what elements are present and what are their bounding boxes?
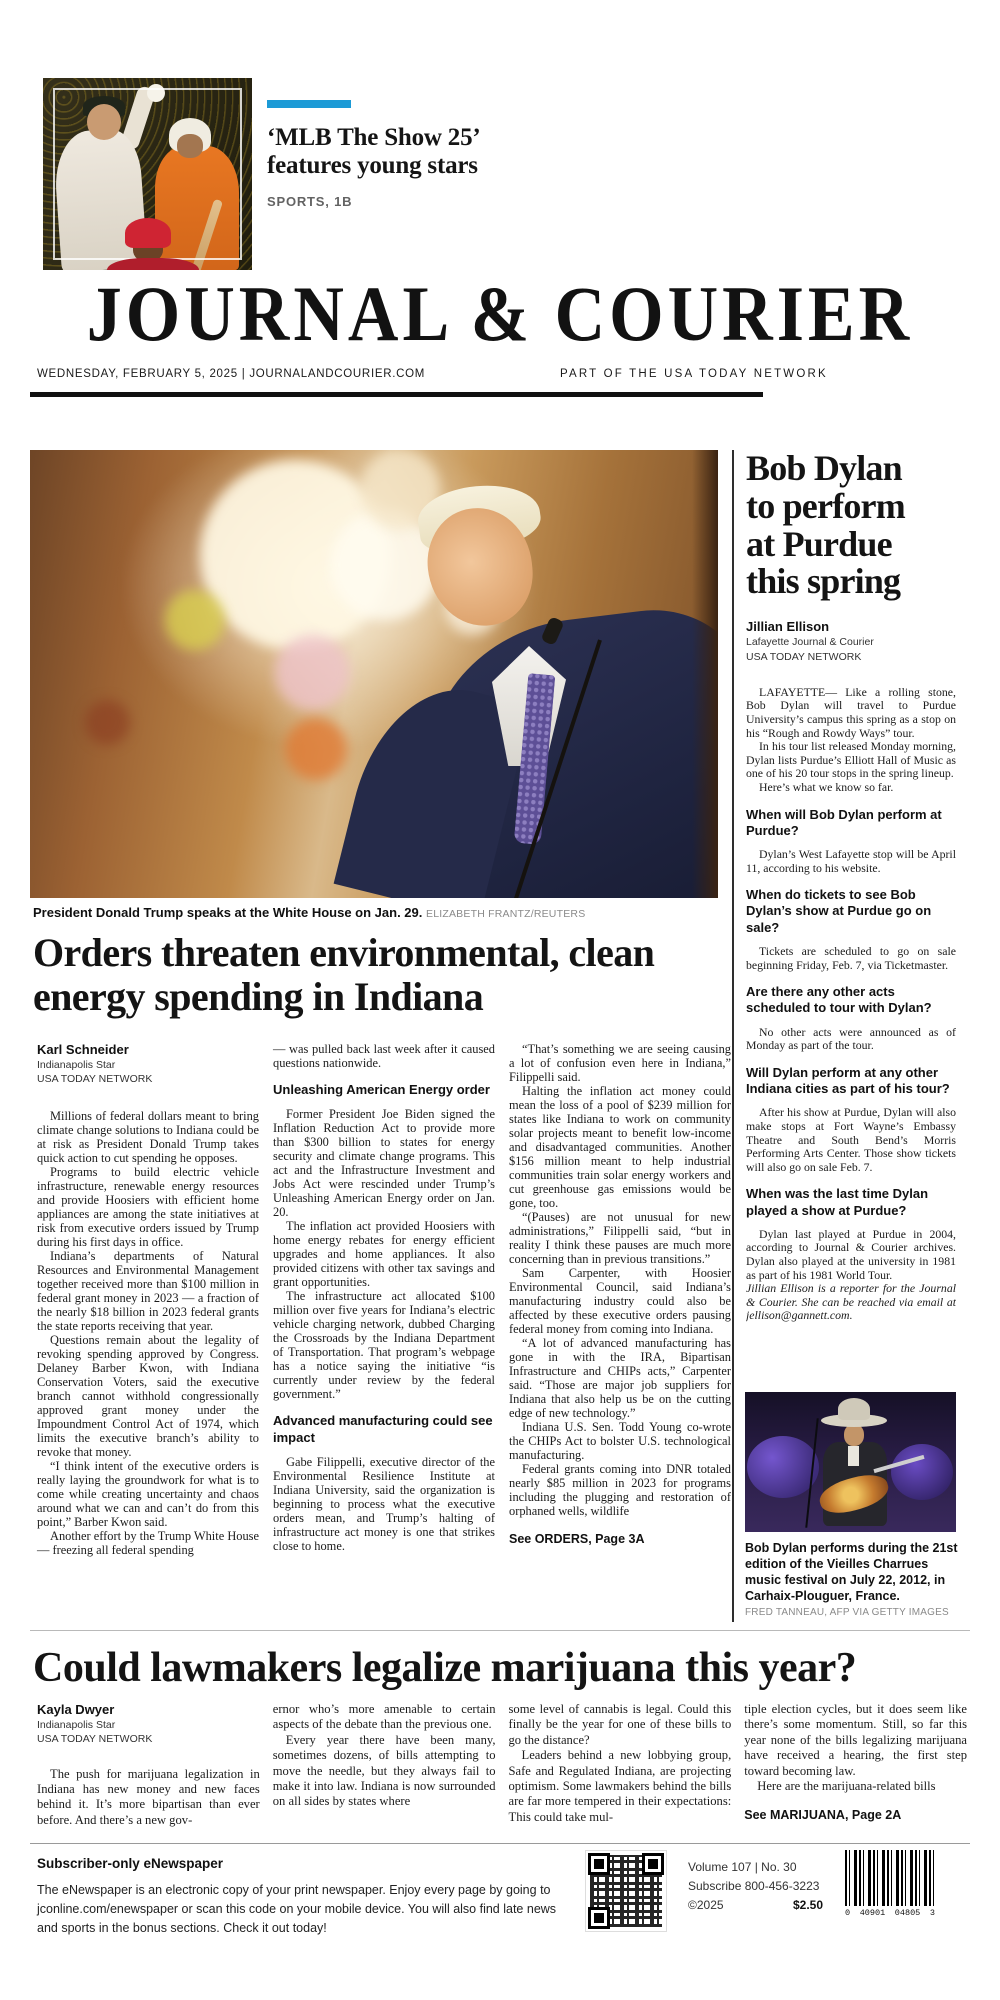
- photo-caption: [33, 905, 721, 922]
- dylan-face-shape: [844, 1424, 864, 1446]
- article-paragraph: The push for marijuana legalization in Indiana has new money and new faces behind it. It’s more bipartisan than ever before. And there’s a new gov-: [37, 1766, 260, 1827]
- dateline: WEDNESDAY, FEBRUARY 5, 2025 | JOURNALANDCOURIER.COM: [37, 368, 426, 380]
- volume-number: Volume 107 | No. 30: [688, 1860, 797, 1874]
- hat-crown-shape: [838, 1398, 870, 1420]
- headline-line: to perform: [746, 485, 905, 526]
- article-paragraph: Another effort by the Trump White House — freezing all federal spending: [37, 1528, 259, 1557]
- bokeh-light: [285, 718, 347, 780]
- byline-author: Kayla Dwyer: [37, 1702, 115, 1717]
- main-headline: Orders threaten environmental, clean energy spending in Indiana: [33, 930, 655, 1019]
- article-subhead: When do tickets to see Bob Dylan’s show at Purdue go on sale?: [746, 887, 932, 935]
- article-column-3: [509, 1702, 732, 1828]
- qr-finder-square: [588, 1853, 610, 1875]
- jump-line: See MARIJUANA, Page 2A: [744, 1808, 902, 1823]
- article-paragraph: Federal grants coming into DNR totaled nearly $85 million in 2023 for programs including the plugging and restoration of orphaned wells, wildlife: [509, 1462, 731, 1518]
- bokeh-light: [165, 590, 225, 650]
- bokeh-light: [85, 700, 130, 745]
- byline-org: Indianapolis Star: [37, 1059, 116, 1072]
- usa-today-network-line: PART OF THE USA TODAY NETWORK: [560, 368, 828, 380]
- byline: [746, 619, 956, 664]
- article-paragraph: Programs to build electric vehicle infrastructure, renewable energy resources and provide Hoosiers with efficient home appliances are among the state initiatives at risk from executive orders issued by Trump during his first days in office.: [37, 1164, 259, 1249]
- photo-edge-shade: [692, 450, 718, 898]
- dylan-headline: [746, 450, 956, 601]
- accent-bar: [267, 100, 351, 108]
- promo-headline: [267, 124, 607, 179]
- marijuana-columns: [37, 1702, 967, 1828]
- sports-promo: [267, 100, 607, 209]
- dylan-photo-caption: [745, 1540, 960, 1620]
- dylan-article: [746, 450, 956, 1323]
- article-paragraph: In his tour list released Monday morning, Dylan lists Purdue’s Elliott Hall of Music as one of his 20 tour stops in the spring lineup.: [746, 739, 956, 781]
- article-paragraph: Former President Joe Biden signed the Inflation Reduction Act to provide more than $300 billion to states for energy security and climate change programs. This act and the Infrastructure Investment and Jobs Act were rescinded under Trump’s Unleashing American Energy order on Jan. 20.: [273, 1107, 495, 1220]
- copyright: ©2025: [688, 1898, 724, 1913]
- article-paragraph: “(Pauses) are not unusual for new administrations,” Filippelli said, “but in reality I think these pauses are much more concerning than in previous transitions.”: [509, 1210, 731, 1266]
- article-column-2: [273, 1702, 496, 1828]
- byline-network: USA TODAY NETWORK: [746, 650, 862, 663]
- barcode-digits: [845, 1908, 935, 1918]
- caption-text: Bob Dylan performs during the 21st edition of the Vieilles Charrues music festival on July 22, 2012, in Carhaix-Plouguer, France.: [745, 1541, 958, 1603]
- red-helmet-shape: [125, 218, 171, 248]
- article-paragraph: The infrastructure act allocated $100 million over five years for Indiana’s electric vehicle charging network, dubbed Charging the Crossroads by the Indiana Department of Transportation. That program’s webpage has a notice saying the initiative “is currently under review by the federal government.”: [273, 1289, 495, 1402]
- section-divider-rule: [30, 1630, 970, 1631]
- promo-headline-line1: ‘MLB The Show 25’: [267, 124, 481, 151]
- article-paragraph: tiple election cycles, but it does seem like there’s some momentum. Still, so far this year none of the bills legalizing marijuana have received a hearing, the first step toward becoming law.: [744, 1702, 967, 1778]
- barcode: [845, 1850, 935, 1918]
- barcode-digit-group: 40901: [859, 1908, 886, 1918]
- article-subhead: Are there any other acts scheduled to tour with Dylan?: [746, 984, 932, 1016]
- article-paragraph: No other acts were announced as of Monday as part of the tour.: [746, 1024, 956, 1053]
- article-column-3: [509, 1042, 731, 1557]
- headline-line: Bob Dylan: [746, 448, 902, 488]
- article-column-4: [744, 1702, 967, 1828]
- article-paragraph: Tickets are scheduled to go on sale beginning Friday, Feb. 7, via Ticketmaster.: [746, 943, 956, 972]
- article-paragraph: Every year there have been many, sometimes dozens, of bills attempting to move the needle, but they always fail to make it into law. Indiana is now surrounded on all sides by states where: [272, 1732, 496, 1809]
- red-player-body-shape: [107, 258, 199, 270]
- caption-credit: ELIZABETH FRANTZ/REUTERS: [426, 908, 586, 920]
- price-row: [688, 1896, 823, 1915]
- article-paragraph: Sam Carpenter, with Hoosier Environmental Council, said Indiana’s manufacturing industry could also be affected by these executive orders pausing federal money from coming into Indiana.: [509, 1266, 731, 1336]
- article-paragraph: some level of cannabis is legal. Could this finally be the year for one of these bills to go the distance?: [508, 1702, 732, 1747]
- bokeh-light: [275, 635, 350, 710]
- enewspaper-promo: [37, 1856, 562, 1938]
- qr-finder-square: [588, 1907, 610, 1929]
- byline-org: Lafayette Journal & Courier: [746, 636, 874, 649]
- article-paragraph: Here’s what we know so far.: [759, 779, 894, 794]
- newspaper-masthead: JOURNAL & COURIER: [86, 271, 914, 358]
- article-column-1: [37, 1042, 259, 1557]
- main-article-columns: [37, 1042, 731, 1557]
- article-paragraph: LAFAYETTE— Like a rolling stone, Bob Dylan will travel to Purdue University’s campus this spring as a stop on his “Rough and Rowdy Ways” tour.: [746, 685, 956, 740]
- barcode-digit: 3: [929, 1908, 935, 1918]
- barcode-bars: [845, 1850, 935, 1906]
- article-subhead: Unleashing American Energy order: [273, 1082, 490, 1097]
- byline-org: Indianapolis Star: [37, 1719, 116, 1732]
- promo-headline-line2: features young stars: [267, 151, 478, 179]
- article-subhead: When will Bob Dylan perform at Purdue?: [746, 806, 942, 838]
- article-paragraph: Indiana’s departments of Natural Resources and Environmental Management together received more than $100 million in federal grant money in 2023 — a fraction of the nearly $18 billion in 2023 federal grants the state reports receiving that year.: [37, 1248, 259, 1333]
- barcode-digit: 0: [845, 1908, 851, 1918]
- enewspaper-heading: Subscriber-only eNewspaper: [37, 1856, 224, 1871]
- article-paragraph: The inflation act provided Hoosiers with home energy rebates for energy efficient upgrades and home appliances. It also provided citizens with other tax savings and grant opportunities.: [273, 1219, 495, 1290]
- dylan-photo: [745, 1392, 956, 1532]
- marijuana-headline: Could lawmakers legalize marijuana this year?: [33, 1645, 857, 1691]
- article-paragraph: “A lot of advanced manufacturing has gone in with the IRA, Bipartisan Infrastructure and CHIPs acts,” Carpenter said. “Those are major job suppliers for Indiana that also help us be on the cutting edge of new technology.”: [509, 1336, 731, 1420]
- jump-line: See ORDERS, Page 3A: [509, 1532, 645, 1546]
- article-paragraph: “That’s something we are seeing causing a lot of confusion even here in Indiana,” Filippelli said.: [509, 1042, 731, 1084]
- article-paragraph: ernor who’s more amenable to certain aspects of the debate than the previous one.: [272, 1702, 496, 1732]
- byline-network: USA TODAY NETWORK: [37, 1073, 153, 1086]
- caption-text: President Donald Trump speaks at the White House on Jan. 29.: [33, 905, 423, 920]
- caption-credit: FRED TANNEAU, AFP VIA GETTY IMAGES: [745, 1607, 949, 1618]
- dylan-article-body: [746, 686, 956, 1323]
- article-paragraph: Here are the marijuana-related bills: [757, 1779, 936, 1794]
- article-column-2: [273, 1042, 495, 1557]
- article-subhead: Will Dylan perform at any other Indiana cities as part of his tour?: [746, 1064, 950, 1097]
- byline-network: USA TODAY NETWORK: [37, 1733, 153, 1746]
- footer-rule: [30, 1843, 970, 1844]
- subscribe-phone: Subscribe 800-456-3223: [688, 1879, 820, 1894]
- byline-author: Jillian Ellison: [746, 619, 830, 635]
- article-subhead: Advanced manufacturing could see impact: [273, 1413, 493, 1445]
- article-subhead: When was the last time Dylan played a show at Purdue?: [746, 1186, 929, 1218]
- byline: [37, 1042, 259, 1087]
- enewspaper-body: The eNewspaper is an electronic copy of your print newspaper. Enjoy every page by going to jconline.com/enewspaper or scan this code on your mobile device. You will also find late news and sports in the bonus sections. Check it out today!: [37, 1883, 557, 1935]
- column-divider-rule: [732, 450, 734, 1622]
- qr-code: [585, 1850, 667, 1932]
- sports-promo-photo: [43, 78, 252, 270]
- article-paragraph: Leaders behind a new lobbying group, Safe and Regulated Indiana, are projecting optimism. Some lawmakers behind the bills are far more tempered in their expectations: This could take mul-: [508, 1748, 732, 1824]
- headline-line: this spring: [746, 561, 901, 602]
- drum-shape: [891, 1444, 953, 1500]
- barcode-digit-group: 04805: [894, 1908, 921, 1918]
- article-paragraph: — was pulled back last week after it caused questions nationwide.: [273, 1042, 495, 1070]
- byline: [37, 1702, 260, 1747]
- qr-finder-square: [642, 1853, 664, 1875]
- byline-author: Karl Schneider: [37, 1042, 129, 1057]
- article-paragraph: “I think intent of the executive orders is really laying the groundwork for what is to come while creating uncertainty and chaos around what we can and can’t do from this point,” Barber Kwon said.: [37, 1458, 259, 1529]
- masthead-rule: [30, 392, 763, 397]
- promo-section-label: SPORTS, 1B: [267, 194, 353, 209]
- article-paragraph: Dylan’s West Lafayette stop will be April 11, according to his website.: [746, 847, 956, 875]
- article-paragraph: After his show at Purdue, Dylan will also make stops at Fort Wayne’s Embassy Theatre and South Bend’s Morris Performing Arts Center. Those show tickets will also go on sale Feb. 7.: [746, 1105, 956, 1174]
- article-paragraph: Millions of federal dollars meant to bring climate change solutions to Indiana could be at risk as President Donald Trump takes quick action to cut spending he opposes.: [37, 1108, 259, 1165]
- article-paragraph: Indiana U.S. Sen. Todd Young co-wrote the CHIPs Act to bolster U.S. technological manufacturing.: [509, 1420, 731, 1462]
- article-column-1: [37, 1702, 260, 1828]
- article-paragraph: Dylan last played at Purdue in 2004, according to Journal & Courier archives. Dylan also played at the university in 1981 as part of his 1981 World Tour.: [746, 1226, 956, 1282]
- article-paragraph: Gabe Filippelli, executive director of the Environmental Resilience Institute at Indiana University, said the organization is beginning to process what the executive orders mean, and Trump’s halting of infrastructure act money is one that strikes close to home.: [273, 1454, 495, 1553]
- publication-info: [688, 1858, 838, 1916]
- headline-line: at Purdue: [746, 523, 892, 564]
- dylan-shirt-shape: [848, 1446, 859, 1466]
- article-paragraph: Questions remain about the legality of revoking spending approved by Congress. Delaney Barber Kwon, with Indiana Conservation Voters, said the executive branch cannot withhold congressionally approved grant money under the Impoundment Control Act of 1974, which limits the executive branch’s ability to revoke that money.: [37, 1332, 259, 1459]
- article-paragraph: Halting the inflation act money could mean the loss of a pool of $239 million for states like Indiana to work on community solar projects meant to benefit low-income and disadvantaged communities. Another $156 million meant to help industrial communities train solar energy workers and cut greenhouse gas emissions would be gone, too.: [509, 1084, 731, 1210]
- price: $2.50: [792, 1898, 823, 1913]
- trump-photo: [30, 450, 718, 898]
- article-paragraph: Jillian Ellison is a reporter for the Journal & Courier. She can be reached via email at jellison@gannett.com.: [746, 1281, 956, 1323]
- drum-shape: [747, 1436, 819, 1498]
